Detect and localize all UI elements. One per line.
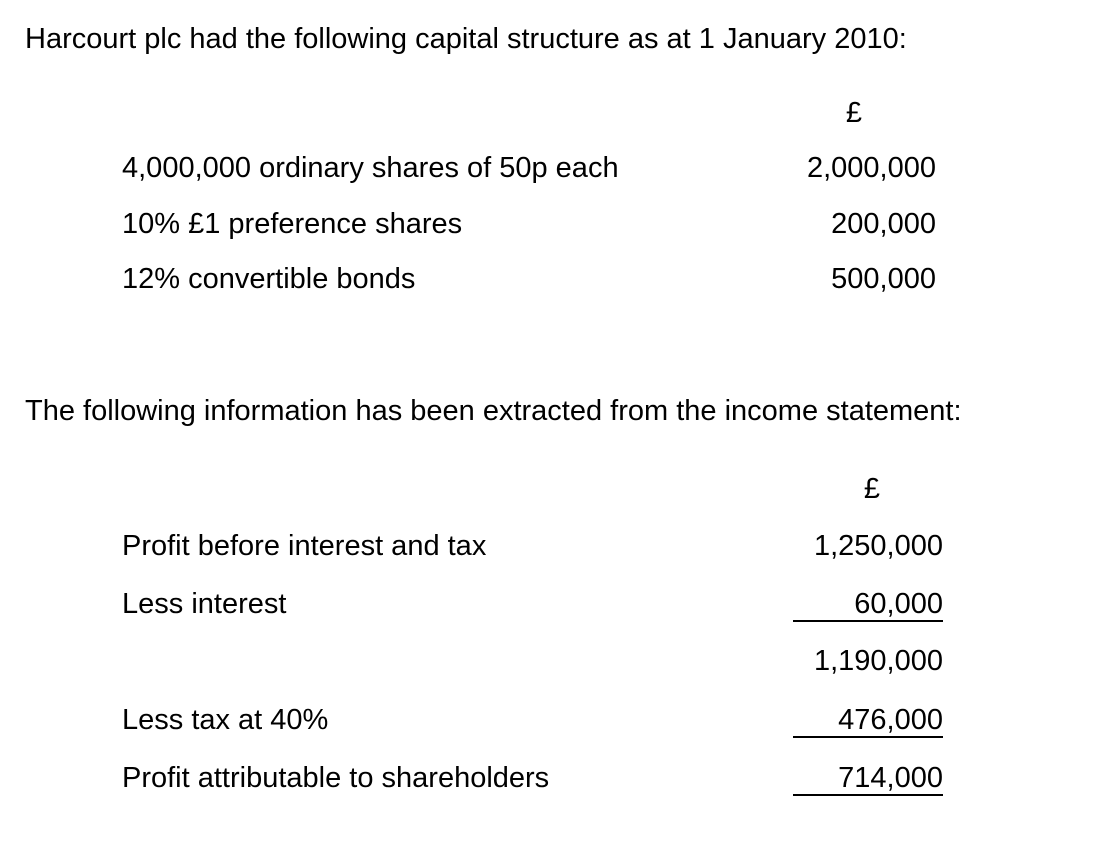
total-underline	[793, 794, 943, 796]
capital-item-amount: 200,000	[831, 208, 936, 240]
capital-item-label: 12% convertible bonds	[122, 263, 416, 295]
income-item-amount: 1,250,000	[813, 530, 943, 562]
income-item-label: Less tax at 40%	[122, 704, 329, 736]
income-item-label: Less interest	[122, 588, 287, 620]
income-item-label: Profit attributable to shareholders	[122, 762, 550, 794]
capital-structure-intro: Harcourt plc had the following capital structure as at 1 January 2010:	[25, 23, 907, 55]
income-item-amount: 714,000	[838, 762, 943, 794]
capital-item-label: 4,000,000 ordinary shares of 50p each	[122, 152, 619, 184]
subtotal-underline	[793, 620, 943, 622]
capital-currency-header: £	[845, 97, 863, 129]
income-statement-intro: The following information has been extracted from the income statement:	[25, 395, 962, 427]
income-currency-header: £	[863, 473, 881, 505]
income-item-amount: 60,000	[854, 588, 943, 620]
capital-item-amount: 2,000,000	[806, 152, 936, 184]
income-item-amount: 1,190,000	[813, 645, 943, 677]
income-item-label: Profit before interest and tax	[122, 530, 487, 562]
capital-item-amount: 500,000	[831, 263, 936, 295]
subtotal-underline	[793, 736, 943, 738]
income-item-amount: 476,000	[838, 704, 943, 736]
capital-item-label: 10% £1 preference shares	[122, 208, 463, 240]
